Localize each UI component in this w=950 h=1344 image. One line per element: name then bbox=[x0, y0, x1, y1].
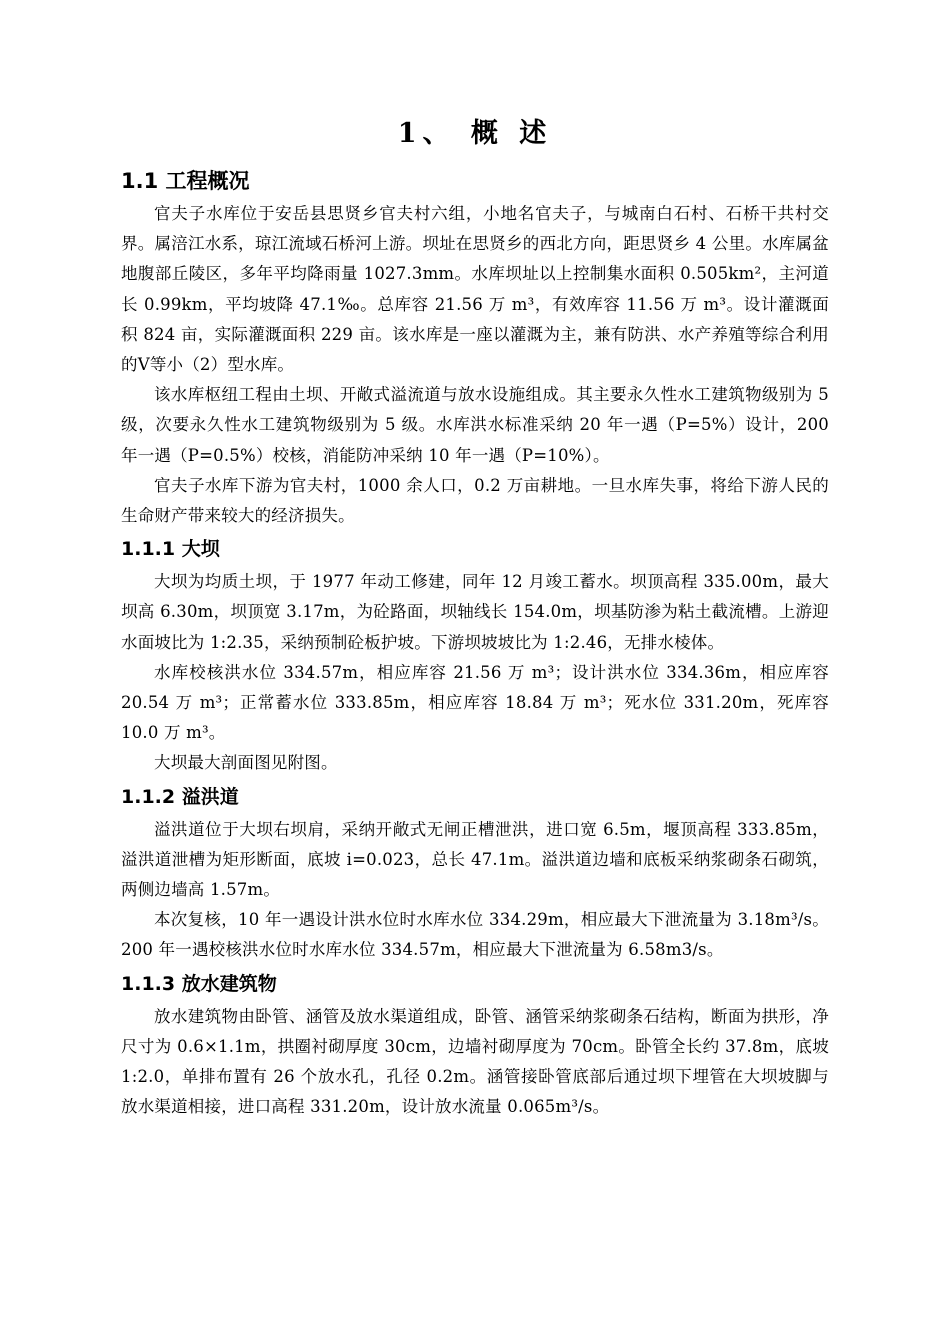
paragraph-dam-description: 大坝为均质土坝，于 1977 年动工修建，同年 12 月竣工蓄水。坝顶高程 335.00m，最大坝高 6.30m，坝顶宽 3.17m，为砼路面，坝轴线长 154.0m，坝基防渗为粘土截流槽。上游迎水面坡比为 1:2.35，采纳预制砼板护坡。下游坝坡坡比为 1:2.46，无排水棱体。 bbox=[121, 572, 829, 652]
paragraph-spillway-description: 溢洪道位于大坝右坝肩，采纳开敞式无闸正槽泄洪，进口宽 6.5m，堰顶高程 333.85m，溢洪道泄槽为矩形断面，底坡 i=0.023，总长 47.1m。溢洪道边墙和底板采纳浆砌条石砌筑，两侧边墙高 1.57m。 bbox=[121, 819, 829, 900]
paragraph-overview: 官夫子水库位于安岳县思贤乡官夫村六组，小地名官夫子，与城南白石村、石桥干共村交界。属涪江水系，琼江流域石桥河上游。坝址在思贤乡的西北方向，距思贤乡 4 公里。水库属盆地腹部丘陵区，多年平均降雨量 1027.3mm。水库坝址以上控制集水面积 0.505km²，主河道长 0.99km，平均坡降 47.1‰。总库容 21.56 万 m³，有效库容 11.56 万 m³。设计灌溉面积 824 亩，实际灌溉面积 229 亩。该水库是一座以灌溉为主，兼有防洪、水产养殖等综合利用的Ⅴ等小（2）型水库。 bbox=[121, 204, 829, 375]
chapter-title: 1、 概 述 bbox=[397, 118, 553, 149]
paragraph-hub-structures: 该水库枢纽工程由土坝、开敞式溢流道与放水设施组成。其主要永久性水工建筑物级别为 5 级，次要永久性水工建筑物级别为 5 级。水库洪水标准采纳 20 年一遇（P=5%）设计，200 年一遇（P=0.5%）校核，消能防冲采纳 10 年一遇（P=10%）。 bbox=[121, 385, 829, 465]
paragraph-outlet-structures: 放水建筑物由卧管、涵管及放水渠道组成，卧管、涵管采纳浆砌条石结构，断面为拱形，净尺寸为 0.6×1.1m，拱圈衬砌厚度 30cm，边墙衬砌厚度为 70cm。卧管全长约 37.8m，底坡 1:2.0，单排布置有 26 个放水孔，孔径 0.2m。涵管接卧管底部后通过坝下埋管在大坝坡脚与放水渠道相接，进口高程 331.20m，设计放水流量 0.065m³/s。 bbox=[121, 1006, 829, 1117]
section-heading-1-1-2: 1.1.2 溢洪道 bbox=[121, 785, 239, 808]
section-heading-1-1-3: 1.1.3 放水建筑物 bbox=[121, 972, 277, 995]
paragraph-spillway-review: 本次复核，10 年一遇设计洪水位时水库水位 334.29m，相应最大下泄流量为 3.18m³/s。200 年一遇校核洪水位时水库水位 334.57m，相应最大下泄流量为 6.58m3/s。 bbox=[121, 910, 829, 960]
paragraph-downstream: 官夫子水库下游为官夫村，1000 余人口，0.2 万亩耕地。一旦水库失事，将给下游人民的生命财产带来较大的经济损失。 bbox=[121, 475, 829, 526]
paragraph-dam-water-levels: 水库校核洪水位 334.57m，相应库容 21.56 万 m³；设计洪水位 334.36m，相应库容 20.54 万 m³；正常蓄水位 333.85m，相应库容 18.84 万 m³；死水位 331.20m，死库容 10.0 万 m³。 bbox=[121, 662, 829, 743]
section-heading-1-1: 1.1 工程概况 bbox=[121, 169, 250, 193]
section-heading-1-1-1: 1.1.1 大坝 bbox=[121, 538, 220, 561]
document-body bbox=[121, 163, 829, 1122]
paragraph-dam-figure-note: 大坝最大剖面图见附图。 bbox=[154, 753, 338, 773]
